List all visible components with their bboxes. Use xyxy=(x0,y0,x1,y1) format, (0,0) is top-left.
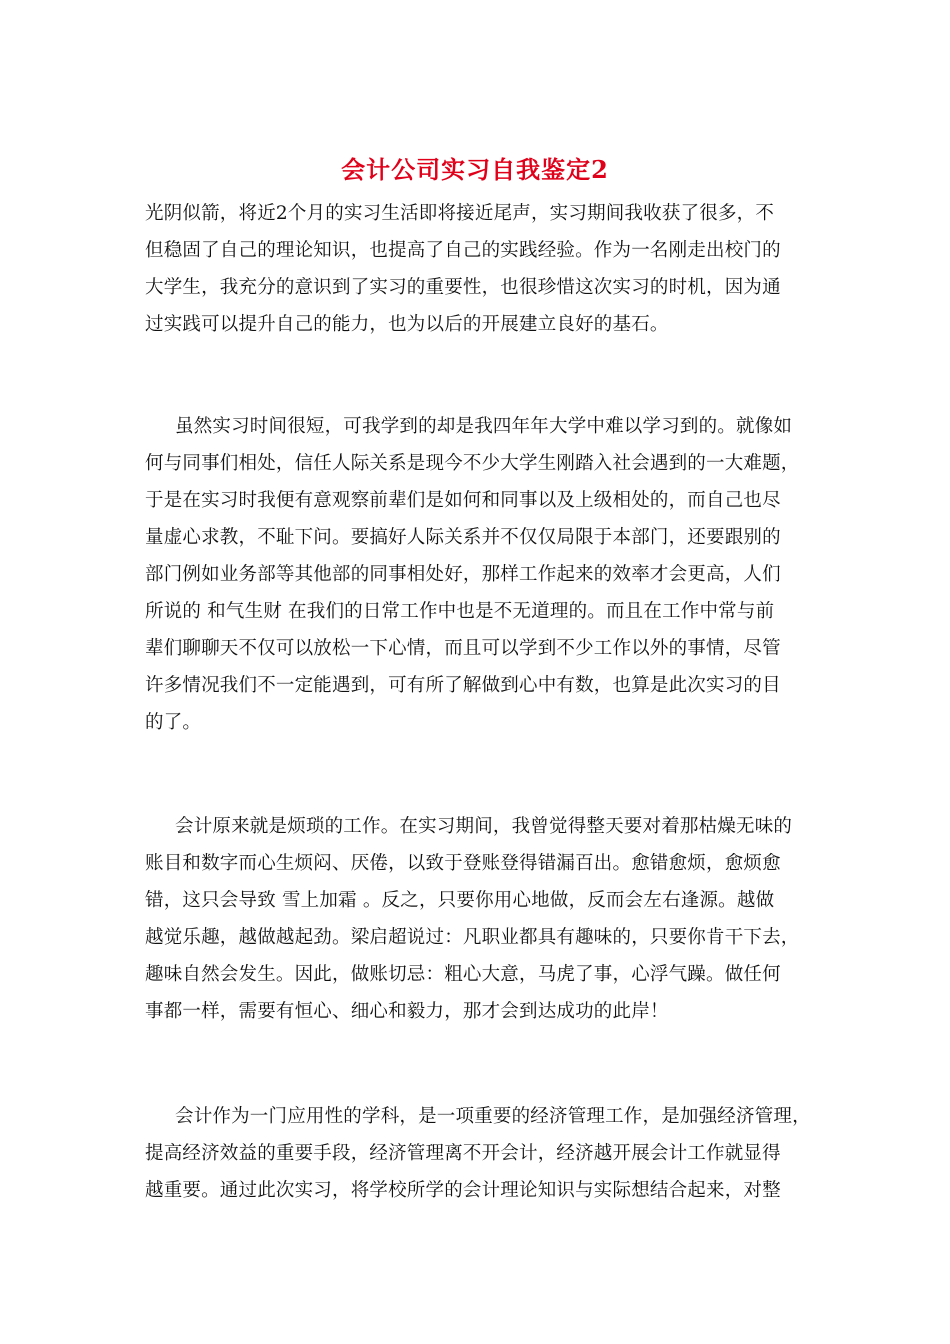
paragraph-line: 虽然实习时间很短，可我学到的却是我四年年大学中难以学习到的。就像如 xyxy=(175,416,793,437)
paragraph-line: 何与同事们相处，信任人际关系是现今不少大学生刚踏入社会遇到的一大难题， xyxy=(145,453,800,474)
paragraph-line: 提高经济效益的重要手段，经济管理离不开会计，经济越开展会计工作就显得 xyxy=(145,1143,781,1164)
paragraph-line: 错，这只会导致 雪上加霜 。反之，只要你用心地做，反而会左右逢源。越做 xyxy=(145,890,775,911)
paragraph-line: 越重要。通过此次实习，将学校所学的会计理论知识与实际想结合起来，对整 xyxy=(145,1180,781,1201)
paragraph-line: 于是在实习时我便有意观察前辈们是如何和同事以及上级相处的，而自己也尽 xyxy=(145,490,781,511)
paragraph-2 xyxy=(145,408,805,741)
paragraph-1 xyxy=(145,195,805,343)
paragraph-line: 会计作为一门应用性的学科，是一项重要的经济管理工作，是加强经济管理， xyxy=(175,1106,811,1127)
paragraph-line: 许多情况我们不一定能遇到，可有所了解做到心中有数，也算是此次实习的目 xyxy=(145,675,781,696)
paragraph-line: 会计原来就是烦琐的工作。在实习期间，我曾觉得整天要对着那枯燥无味的 xyxy=(175,816,793,837)
paragraph-line: 光阴似箭，将近2个月的实习生活即将接近尾声，实习期间我收获了很多，不 xyxy=(145,203,775,224)
paragraph-line: 账目和数字而心生烦闷、厌倦，以致于登账登得错漏百出。愈错愈烦，愈烦愈 xyxy=(145,853,781,874)
paragraph-line: 大学生，我充分的意识到了实习的重要性，也很珍惜这次实习的时机，因为通 xyxy=(145,277,781,298)
paragraph-line: 越觉乐趣，越做越起劲。梁启超说过：凡职业都具有趣味的，只要你肯干下去， xyxy=(145,927,800,948)
paragraph-line: 事都一样，需要有恒心、细心和毅力，那才会到达成功的此岸！ xyxy=(145,1001,669,1022)
paragraph-3 xyxy=(145,808,805,1030)
paragraph-line: 所说的 和气生财 在我们的日常工作中也是不无道理的。而且在工作中常与前 xyxy=(145,601,775,622)
paragraph-line: 趣味自然会发生。因此，做账切忌：粗心大意，马虎了事，心浮气躁。做任何 xyxy=(145,964,781,985)
document-title: 会计公司实习自我鉴定2 xyxy=(341,155,609,184)
paragraph-line: 但稳固了自己的理论知识，也提高了自己的实践经验。作为一名刚走出校门的 xyxy=(145,240,781,261)
paragraph-4 xyxy=(145,1098,811,1209)
paragraph-line: 量虚心求教，不耻下问。要搞好人际关系并不仅仅局限于本部门，还要跟别的 xyxy=(145,527,781,548)
paragraph-line: 部门例如业务部等其他部的同事相处好，那样工作起来的效率才会更高，人们 xyxy=(145,564,781,585)
paragraph-line: 的了。 xyxy=(145,712,202,733)
paragraph-line: 过实践可以提升自己的能力，也为以后的开展建立良好的基石。 xyxy=(145,314,669,335)
paragraph-line: 辈们聊聊天不仅可以放松一下心情，而且可以学到不少工作以外的事情，尽管 xyxy=(145,638,781,659)
